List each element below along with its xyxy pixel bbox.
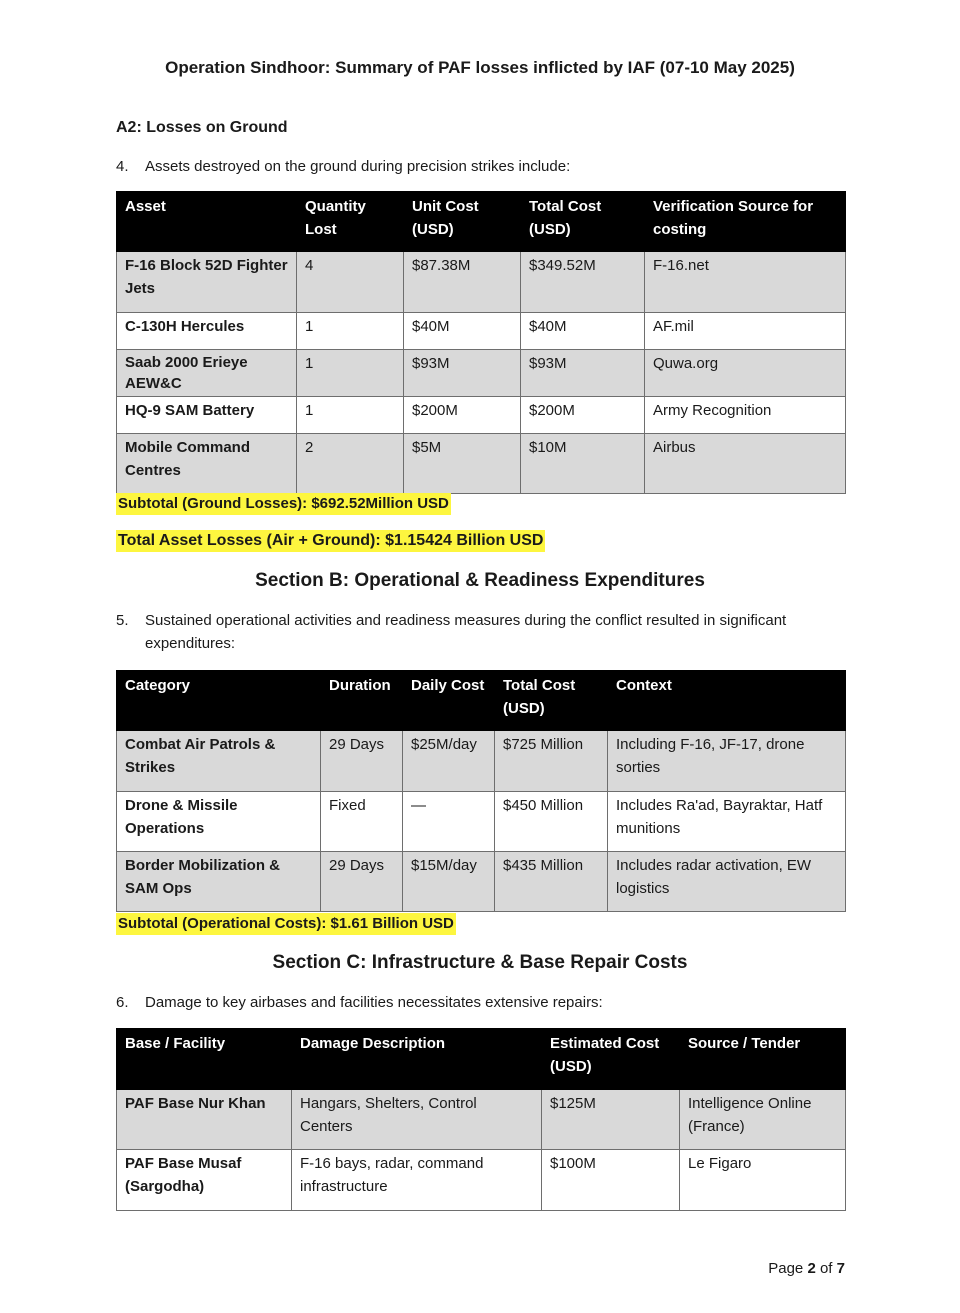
cell-quantity: 2 (297, 434, 404, 494)
cell-source: AF.mil (645, 313, 846, 350)
cell-daily-cost: $15M/day (403, 852, 495, 912)
cell-unit-cost: $40M (404, 313, 521, 350)
section-b-paragraph (116, 609, 846, 655)
operational-costs-subtotal: Subtotal (Operational Costs): $1.61 Billion USD (116, 913, 456, 935)
section-a2-heading: A2: Losses on Ground (116, 119, 288, 136)
cell-damage-description: F-16 bays, radar, command infrastructure (292, 1150, 542, 1211)
cell-duration: 29 Days (321, 731, 403, 792)
cell-context: Including F-16, JF-17, drone sorties (608, 731, 846, 792)
cell-asset: Mobile Command Centres (117, 434, 297, 494)
paragraph-text: Sustained operational activities and readiness measures during the conflict resulted in significant expenditures: (145, 612, 787, 652)
cell-unit-cost: $5M (404, 434, 521, 494)
table-header-row (117, 671, 846, 731)
cell-total-cost: $450 Million (495, 792, 608, 852)
header-damage-description: Damage Description (292, 1029, 542, 1090)
cell-daily-cost: — (403, 792, 495, 852)
of-word: of (819, 1260, 833, 1277)
table-row (117, 1090, 846, 1150)
table-row (117, 252, 846, 313)
paragraph-number: 4. (116, 158, 129, 175)
infrastructure-costs-table (116, 1028, 846, 1211)
section-c-heading: Section C: Infrastructure & Base Repair Costs (272, 952, 688, 973)
cell-source: Army Recognition (645, 397, 846, 434)
cell-estimated-cost: $100M (542, 1150, 680, 1211)
cell-total-cost: $435 Million (495, 852, 608, 912)
cell-unit-cost: $93M (404, 350, 521, 397)
header-source-tender: Source / Tender (680, 1029, 846, 1090)
cell-quantity: 1 (297, 313, 404, 350)
header-daily-cost: Daily Cost (403, 671, 495, 731)
table-header-row (117, 192, 846, 252)
cell-asset: HQ-9 SAM Battery (117, 397, 297, 434)
cell-total-cost: $725 Million (495, 731, 608, 792)
header-quantity: Quantity Lost (297, 192, 404, 252)
cell-total-cost: $349.52M (521, 252, 645, 313)
page-number (768, 1260, 845, 1277)
cell-quantity: 1 (297, 397, 404, 434)
total-asset-losses: Total Asset Losses (Air + Ground): $1.15424 Billion USD (116, 530, 545, 552)
table-row (117, 1150, 846, 1211)
cell-damage-description: Hangars, Shelters, Control Centers (292, 1090, 542, 1150)
cell-source-tender: Intelligence Online (France) (680, 1090, 846, 1150)
cell-context: Includes Ra'ad, Bayraktar, Hatf munitions (608, 792, 846, 852)
cell-total-cost: $200M (521, 397, 645, 434)
cell-source: Quwa.org (645, 350, 846, 397)
table-row (117, 397, 846, 434)
cell-daily-cost: $25M/day (403, 731, 495, 792)
cell-total-cost: $40M (521, 313, 645, 350)
ground-losses-table (116, 191, 846, 494)
cell-duration: Fixed (321, 792, 403, 852)
operational-costs-table (116, 670, 846, 912)
cell-base-facility: PAF Base Musaf (Sargodha) (117, 1150, 292, 1211)
cell-asset: Saab 2000 Erieye AEW&C (117, 350, 297, 397)
header-total-cost: Total Cost (USD) (521, 192, 645, 252)
cell-source: F-16.net (645, 252, 846, 313)
cell-base-facility: PAF Base Nur Khan (117, 1090, 292, 1150)
page-current: 2 (807, 1260, 816, 1277)
cell-total-cost: $10M (521, 434, 645, 494)
page-total: 7 (836, 1260, 845, 1277)
cell-context: Includes radar activation, EW logistics (608, 852, 846, 912)
cell-source-tender: Le Figaro (680, 1150, 846, 1211)
header-duration: Duration (321, 671, 403, 731)
table-row (117, 434, 846, 494)
cell-estimated-cost: $125M (542, 1090, 680, 1150)
header-context: Context (608, 671, 846, 731)
header-unit-cost: Unit Cost (USD) (404, 192, 521, 252)
paragraph-number: 6. (116, 994, 129, 1011)
cell-category: Combat Air Patrols & Strikes (117, 731, 321, 792)
section-c-paragraph (116, 991, 846, 1014)
table-row (117, 313, 846, 350)
cell-unit-cost: $200M (404, 397, 521, 434)
section-a2-paragraph (116, 155, 846, 178)
cell-source: Airbus (645, 434, 846, 494)
cell-quantity: 4 (297, 252, 404, 313)
header-verification-source: Verification Source for costing (645, 192, 846, 252)
header-asset: Asset (117, 192, 297, 252)
paragraph-text: Assets destroyed on the ground during precision strikes include: (145, 158, 571, 175)
table-row (117, 731, 846, 792)
cell-category: Drone & Missile Operations (117, 792, 321, 852)
header-category: Category (117, 671, 321, 731)
cell-unit-cost: $87.38M (404, 252, 521, 313)
table-row (117, 792, 846, 852)
header-base-facility: Base / Facility (117, 1029, 292, 1090)
cell-asset: C-130H Hercules (117, 313, 297, 350)
table-row (117, 852, 846, 912)
cell-quantity: 1 (297, 350, 404, 397)
cell-asset: F-16 Block 52D Fighter Jets (117, 252, 297, 313)
section-b-heading: Section B: Operational & Readiness Expenditures (255, 570, 705, 591)
header-estimated-cost: Estimated Cost (USD) (542, 1029, 680, 1090)
cell-total-cost: $93M (521, 350, 645, 397)
table-header-row (117, 1029, 846, 1090)
paragraph-text: Damage to key airbases and facilities necessitates extensive repairs: (145, 994, 603, 1011)
cell-duration: 29 Days (321, 852, 403, 912)
table-row (117, 350, 846, 397)
header-total-cost: Total Cost (USD) (495, 671, 608, 731)
document-title: Operation Sindhoor: Summary of PAF losses inflicted by IAF (07-10 May 2025) (165, 58, 795, 77)
paragraph-number: 5. (116, 612, 129, 629)
ground-losses-subtotal: Subtotal (Ground Losses): $692.52Million USD (116, 493, 451, 515)
cell-category: Border Mobilization & SAM Ops (117, 852, 321, 912)
page-word: Page (768, 1260, 804, 1277)
